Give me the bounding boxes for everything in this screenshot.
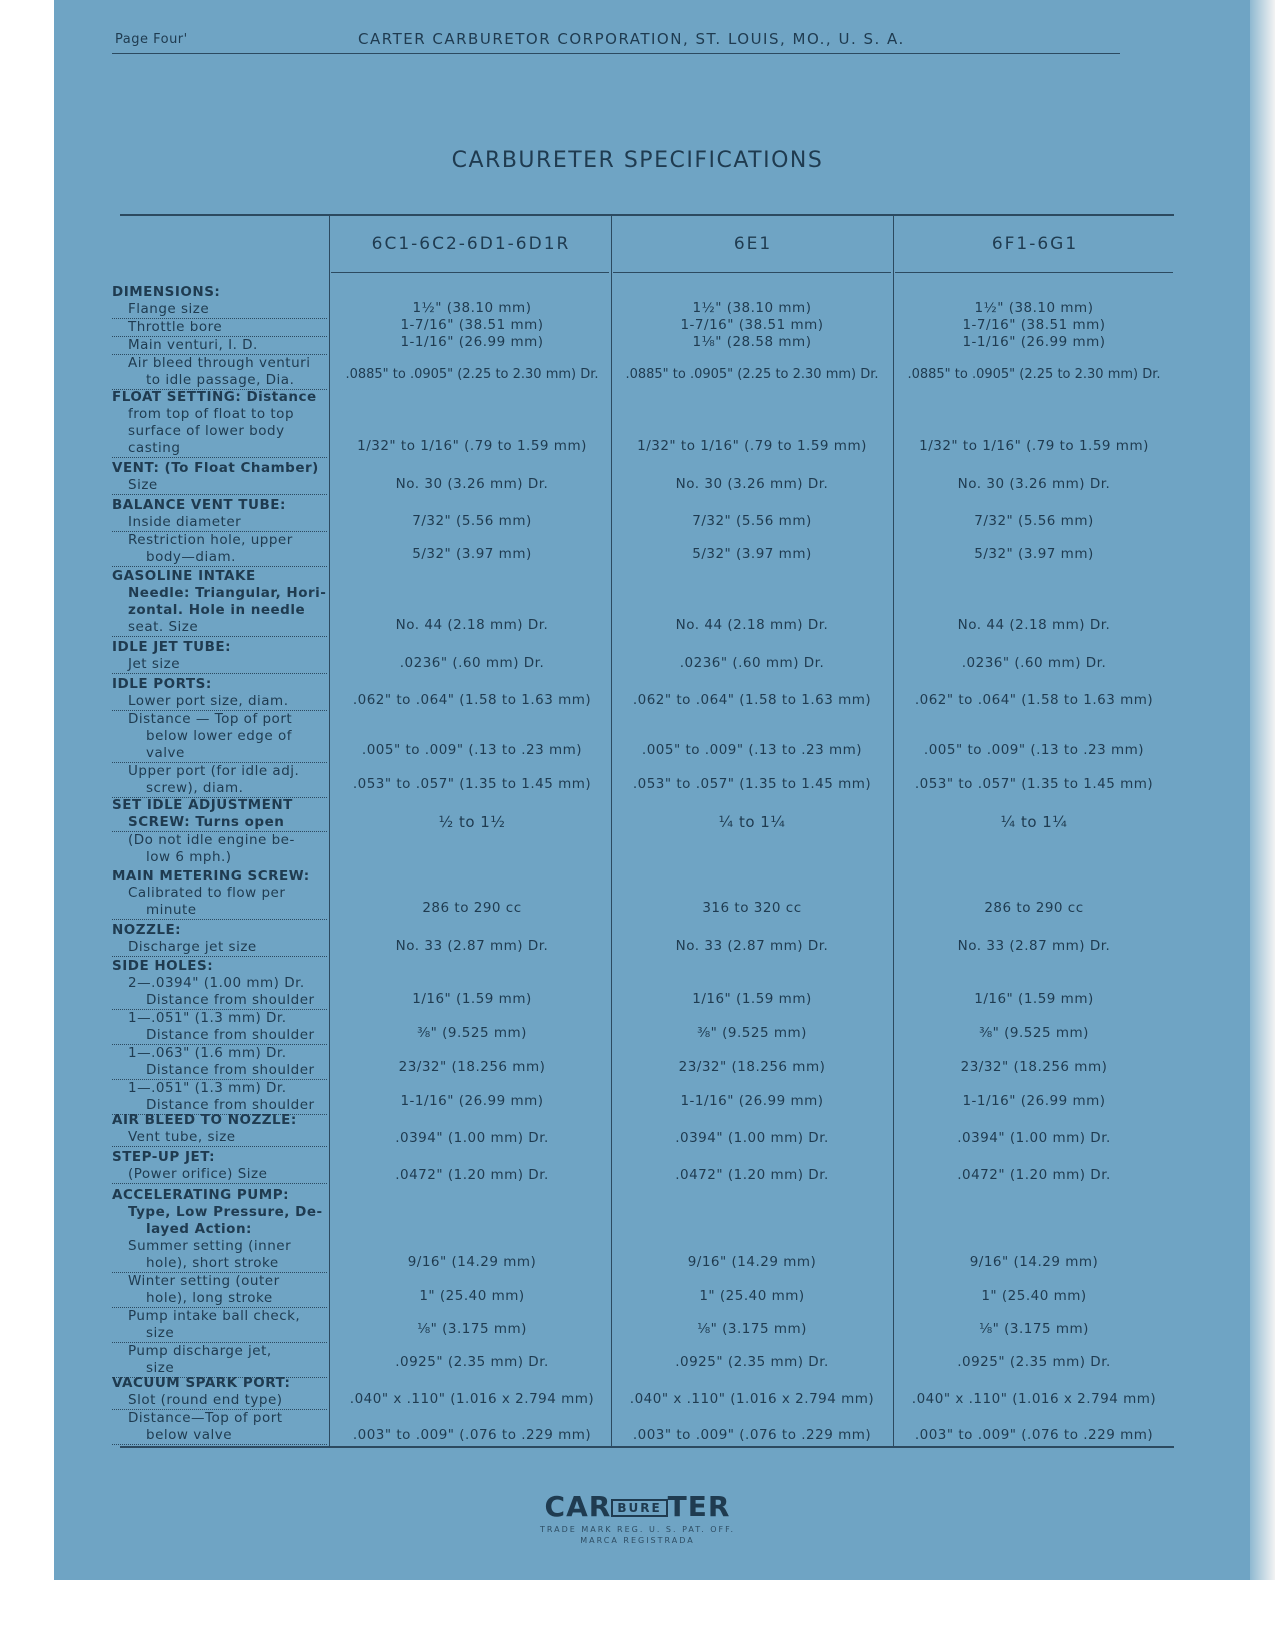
label-idle-ports: IDLE PORTS: Lower port size, diam. Distance — Top of port below lower edge of valve Upper port (for idle adj. screw), diam. bbox=[112, 676, 327, 798]
table-top-rule bbox=[120, 214, 1174, 216]
column-head-rule bbox=[613, 272, 891, 273]
label-side-holes: SIDE HOLES: 2—.0394" (1.00 mm) Dr. Distance from shoulder 1—.051" (1.3 mm) Dr. Distance from shoulder 1—.063" (1.6 mm) Dr. Distance from shoulder 1—.051" (1.3 mm) Dr. Distance from shoulder bbox=[112, 958, 327, 1115]
label-air-bleed-to-nozzle: AIR BLEED TO NOZZLE: Vent tube, size bbox=[112, 1112, 327, 1147]
column-header-model-1: 6C1-6C2-6D1-6D1R bbox=[371, 234, 571, 254]
page-title: CARBURETER SPECIFICATIONS bbox=[451, 148, 824, 173]
label-dimensions: DIMENSIONS: Flange size Throttle bore Main venturi, I. D. Air bleed through venturi to idle passage, Dia. bbox=[112, 284, 327, 390]
table-bottom-rule bbox=[120, 1446, 1174, 1448]
label-idle-jet-tube: IDLE JET TUBE: Jet size bbox=[112, 639, 327, 674]
label-accelerating-pump: ACCELERATING PUMP: Type, Low Pressure, De- layed Action: Summer setting (inner hole), short stroke Winter setting (outer hole), long stroke Pump intake ball check, size Pump discharge jet, size bbox=[112, 1187, 327, 1378]
column-head-rule bbox=[331, 272, 609, 273]
label-vacuum-spark-port: VACUUM SPARK PORT: Slot (round end type) Distance—Top of port below valve bbox=[112, 1375, 327, 1445]
paper-edge bbox=[1250, 0, 1275, 1580]
label-set-idle-adjustment: SET IDLE ADJUSTMENT SCREW: Turns open (Do not idle engine be- low 6 mph.) bbox=[112, 797, 327, 866]
column-header-model-2: 6E1 bbox=[733, 234, 773, 254]
carbureter-trademark-logo: CAR BURE TER TRADE MARK REG. U. S. PAT. OFF. MARCA REGISTRADA bbox=[539, 1490, 736, 1545]
column-header-model-3: 6F1-6G1 bbox=[991, 234, 1079, 254]
label-vent: VENT: (To Float Chamber) Size bbox=[112, 460, 327, 495]
label-gasoline-intake: GASOLINE INTAKE Needle: Triangular, Hori- zontal. Hole in needle seat. Size bbox=[112, 568, 327, 635]
column-head-rule bbox=[895, 272, 1173, 273]
header-rule bbox=[112, 53, 1120, 54]
page-number: Page Four' bbox=[115, 32, 188, 47]
label-nozzle: NOZZLE: Discharge jet size bbox=[112, 922, 327, 957]
corporation-header: CARTER CARBURETOR CORPORATION, ST. LOUIS, MO., U. S. A. bbox=[358, 30, 905, 48]
label-balance-vent-tube: BALANCE VENT TUBE: Inside diameter Restriction hole, upper body—diam. bbox=[112, 497, 327, 567]
label-float-setting: FLOAT SETTING: Distance from top of float to top surface of lower body casting bbox=[112, 389, 327, 458]
column-divider bbox=[329, 216, 330, 1446]
label-step-up-jet: STEP-UP JET: (Power orifice) Size bbox=[112, 1149, 327, 1184]
label-main-metering-screw: MAIN METERING SCREW: Calibrated to flow per minute bbox=[112, 868, 327, 920]
